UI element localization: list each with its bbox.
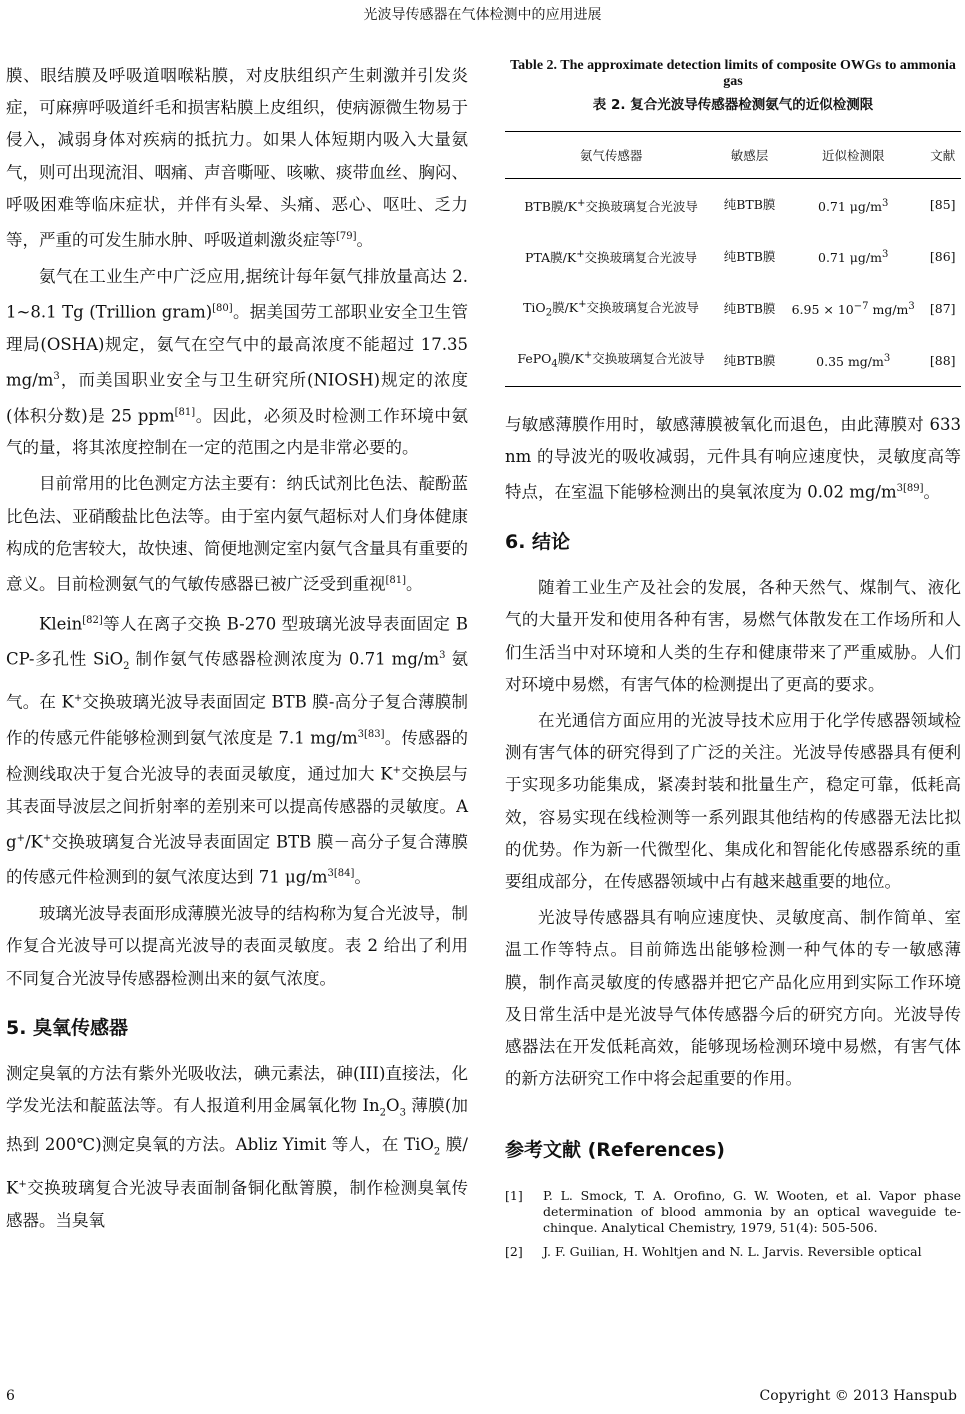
table-header-cell: 文献 [924,132,961,179]
table-caption-en: Table 2. The approximate detection limits of composite OWGs to ammonia gas [510,58,956,89]
paragraph: 在光通信方面应用的光波导技术应用于化学传感器领域检测有害气体的研究得到了广泛的关注。光波导传感器具有便利于实现多功能集成，紧凑封装和批量生产，稳定可靠，低耗高效，容易实现在线检测等一系列跟其他结构的传感器无法比拟的优势。作为新一代微型化、集成化和智能化传感器系统的重要组成部分，在传感器领域中占有越来越重要的地位。 [505,710,961,891]
sensor-cell: BTB膜/K+交换玻璃复合光波导 [524,197,698,214]
running-title: 光波导传感器在气体检测中的应用进展 [363,7,602,23]
ref-cell: [88] [924,335,961,387]
table-header-cell: 近似检测限 [782,132,924,179]
table-header-cell: 敏感层 [717,132,782,179]
sensor-cell: FePO$_4$膜/K+交换玻璃复合光波导 [505,335,717,387]
section-title: 5. 臭氧传感器 [6,1016,129,1039]
limit-cell: 0.71 $\mu g/m^3$ [818,249,889,266]
paragraph: Klein[82]等人在离子交换 B-270 型玻璃光波导表面固定 BCP-多孔性 SiO$_2$ 制作氨气传感器检测浓度为 0.71 $mg/m^3$ 氨气。在 K+交换玻璃光波导表面固定 BTB 膜-高分子复合薄膜制作的传感元件能够检测到氨气浓度是 7.1 $mg/m^{3[83]}$。传感器的检测线取决于复合光波导的表面灵敏度，通过加大 K+交换层与其表面导波层之间折射率的差别来可以提高传感器的灵敏度。Ag+/K+交换玻璃复合光波导表面固定 BTB 膜－高分子复合薄膜的传感元件检测到的氨气浓度达到 71 $\mu g/m^{3[84]}$。 [6,614,468,887]
table-header-row [505,132,961,179]
ref-cell: [87] [929,301,956,316]
table-header-cell: 氨气传感器 [505,132,717,179]
paragraph: 随着工业生产及社会的发展，各种天然气、煤制气、液化气的大量开发和使用各种有害，易燃气体散发在工作场所和人们生活当中对环境和人类的生存和健康带来了严重威胁。人们对环境中易燃，有害气体的检测提出了更高的要求。 [505,578,961,694]
paragraph: 玻璃光波导表面形成薄膜光波导的结构称为复合光波导，制作复合光波导可以提高光波导的表面灵敏度。表 2 给出了利用不同复合光波导传感器检测出来的氨气浓度。 [6,904,468,988]
reference-text: P. L. Smock, T. A. Orofino, G. W. Wooten, et al. Vapor phase determination of blood ammonia by an optical waveguide te-chinque. Analytical Chemistry, 1979, 51(4): 505-506. [543,1188,961,1236]
table-row [505,283,961,335]
ref-cell: [86] [929,249,956,264]
ref-cell: [85] [929,197,956,213]
layer-cell: 纯BTB膜 [717,335,782,387]
reference-item [505,1244,961,1260]
paragraph: 测定臭氧的方法有紫外光吸收法，碘元素法，砷(III)直接法，化学发光法和靛蓝法等。有人报道利用金属氧化物 $In_2O_3$ 薄膜(加热到 200℃)测定臭氧的方法。Abliz Yimit 等人，在 TiO$_2$ 膜/K+交换玻璃复合光波导表面制备铜化酞箐膜，制作检测臭氧传感器。当臭氧 [6,1063,469,1230]
layer-cell: 纯BTB膜 [723,197,776,213]
limit-cell: 0.35 $mg/m^3$ [782,335,924,387]
section-title: 6. 结论 [505,531,571,554]
paragraph: 氨气在工业生产中广泛应用,据统计每年氨气排放量高达 2.1~8.1 Tg (Trillion gram)[80]。据美国劳工部职业安全卫生管理局(OSHA)规定，氨气在空气中的最高浓度不能超过 17.35 $mg/m^3$，而美国职业安全与卫生研究所(NIOSH)规定的浓度(体积分数)是 25 ppm[81]。因此，必须及时检测工作环境中氨气的量，将其浓度控制在一定的范围之内是非常必要的。 [6,266,468,458]
paragraph: 目前常用的比色测定方法主要有：纳氏试剂比色法、靛酚蓝比色法、亚硝酸盐比色法等。由于室内氨气超标对人们身体健康构成的危害较大，故快速、简便地测定室内氨气含量具有重要的意义。目前检测氨气的气敏传感器已被广泛受到重视[81]。 [6,474,468,594]
detection-limit-table [505,131,961,387]
sensor-cell: PTA膜/K+交换玻璃复合光波导 [525,249,698,266]
page-number: 6 [6,1388,15,1404]
layer-cell: 纯BTB膜 [723,301,776,316]
table-row [505,335,961,387]
reference-number: [2] [505,1244,523,1260]
references-title: 参考文献 (References) [505,1139,725,1162]
reference-number: [1] [505,1188,523,1204]
table-row [505,231,961,283]
layer-cell: 纯BTB膜 [723,249,776,264]
paragraph: 膜、眼结膜及呼吸道咽喉粘膜，对皮肤组织产生刺激并引发炎症，可麻痹呼吸道纤毛和损害粘膜上皮组织，使病源微生物易于侵入，减弱身体对疾病的抵抗力。如果人体短期内吸入大量氨气，则可出现流泪、咽痛、声音嘶哑、咳嗽、痰带血丝、胸闷、呼吸困难等临床症状，并伴有头晕、头痛、恶心、呕吐、乏力等，严重的可发生肺水肿、呼吸道刺激炎症等[79]。 [6,66,468,250]
copyright-notice: Copyright © 2013 Hanspub [759,1388,957,1404]
paragraph: 光波导传感器具有响应速度快、灵敏度高、制作简单、室温工作等特点。目前筛选出能够检测一种气体的专一敏感薄膜，制作高灵敏度的传感器并把它产品化应用到实际工作环境及日常生活中是光波导气体传感器今后的研究方向。光波导传感器法在开发低耗高效，能够现场检测环境中易燃，有害气体的新方法研究工作中将会起重要的作用。 [505,908,961,1089]
limit-cell: 0.71 $\mu g/m^3$ [818,197,889,214]
sensor-cell: TiO$_2$膜/K+交换玻璃复合光波导 [523,298,700,319]
reference-item [505,1188,961,1236]
limit-cell: $6.95 \times 10^{-7}$ $mg/m^3$ [791,301,915,318]
left-column [6,60,468,1237]
table-caption-cn: 表 2. 复合光波导传感器检测氨气的近似检测限 [592,97,874,113]
table-row [505,179,961,231]
right-column [505,58,961,1268]
paragraph: 与敏感薄膜作用时，敏感薄膜被氧化而退色，由此薄膜对 633 nm 的导波光的吸收减弱，元件具有响应速度快，灵敏度高等特点，在室温下能够检测出的臭氧浓度为 0.02 $mg/m^{3[89]}$。 [505,415,961,502]
reference-text: J. F. Guilian, H. Wohltjen and N. L. Jarvis. Reversible optical [543,1244,922,1260]
